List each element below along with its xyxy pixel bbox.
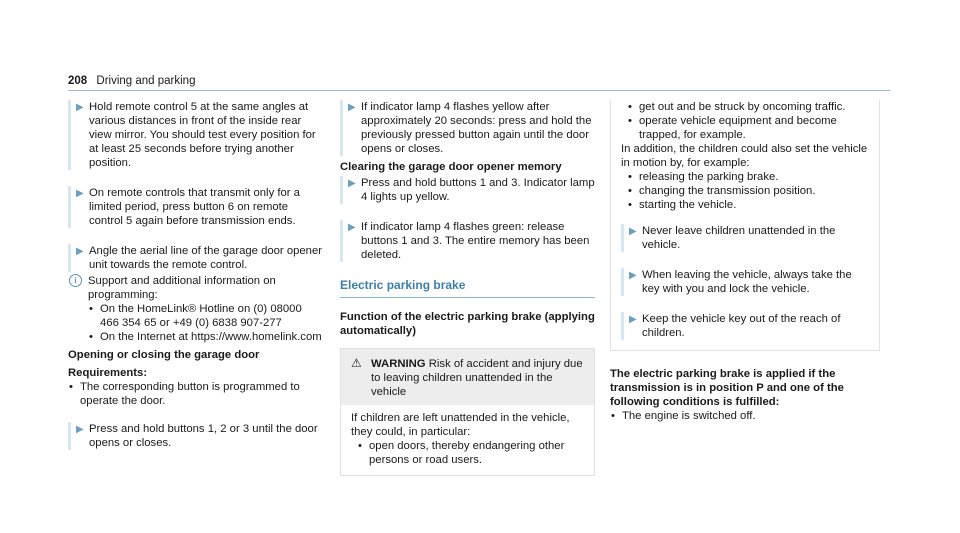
warning-box-continued bbox=[610, 100, 880, 351]
column-1 bbox=[68, 100, 323, 466]
list-item: • On the Internet at https://www.homelink.com bbox=[88, 330, 323, 344]
warning-body bbox=[341, 405, 594, 475]
subheading: Clearing the garage door opener memory bbox=[340, 161, 562, 173]
step-text: Hold remote control 5 at the same angles at various distances in front of the inside rear view mirror. You should test every position for at least 25 seconds before trying another position. bbox=[89, 101, 316, 169]
step-text: If indicator lamp 4 flashes green: release buttons 1 and 3. The entire memory has been deleted. bbox=[361, 221, 590, 261]
list-item: • On the HomeLink® Hotline on (0) 08000 466 354 65 or +49 (0) 6838 907-277 bbox=[88, 302, 323, 330]
list-item: • operate vehicle equipment and become trapped, for example. bbox=[627, 114, 869, 142]
warning-header bbox=[341, 349, 594, 405]
step-text: Keep the vehicle key out of the reach of children. bbox=[642, 313, 841, 339]
arrow-icon: ▶ bbox=[76, 424, 84, 435]
info-note bbox=[68, 274, 323, 302]
list-item: • changing the transmission position. bbox=[627, 184, 869, 198]
header-divider bbox=[68, 90, 890, 91]
instruction-step bbox=[621, 224, 869, 252]
column-3 bbox=[610, 100, 880, 423]
paragraph: In addition, the children could also set the vehicle in motion by, for example: bbox=[621, 143, 868, 169]
section-heading: Electric parking brake bbox=[340, 278, 595, 298]
list-item: • open doors, thereby endangering other persons or road users. bbox=[357, 439, 584, 467]
function-title: Function of the electric parking brake (applying automatically) bbox=[340, 311, 595, 337]
instruction-step bbox=[68, 244, 323, 272]
arrow-icon: ▶ bbox=[76, 188, 84, 199]
arrow-icon: ▶ bbox=[629, 270, 637, 281]
warning-headline: Risk of accident and injury due to leaving children unattended in the vehicle bbox=[371, 358, 583, 398]
instruction-step bbox=[68, 100, 323, 170]
arrow-icon: ▶ bbox=[629, 314, 637, 325]
warning-box bbox=[340, 348, 595, 476]
arrow-icon: ▶ bbox=[348, 178, 356, 189]
arrow-icon: ▶ bbox=[348, 222, 356, 233]
step-text: Press and hold buttons 1, 2 or 3 until the door opens or closes. bbox=[89, 423, 318, 449]
instruction-step bbox=[621, 268, 869, 296]
instruction-step bbox=[340, 220, 595, 262]
step-text: Press and hold buttons 1 and 3. Indicator lamp 4 lights up yellow. bbox=[361, 177, 595, 203]
warning-label: WARNING bbox=[371, 358, 426, 370]
list-item: • The corresponding button is programmed to operate the door. bbox=[68, 380, 323, 408]
arrow-icon: ▶ bbox=[629, 226, 637, 237]
instruction-step bbox=[340, 176, 595, 204]
warning-icon: ⚠ bbox=[351, 356, 362, 370]
warning-text: If children are left unattended in the vehicle, they could, in particular: bbox=[351, 412, 570, 438]
column-2 bbox=[340, 100, 595, 476]
page-number: 208 bbox=[68, 75, 88, 87]
info-text: Support and additional information on programming: bbox=[88, 275, 276, 301]
arrow-icon: ▶ bbox=[76, 102, 84, 113]
list-item: • releasing the parking brake. bbox=[627, 170, 869, 184]
step-text: When leaving the vehicle, always take the key with you and lock the vehicle. bbox=[642, 269, 852, 295]
instruction-step bbox=[68, 422, 323, 450]
arrow-icon: ▶ bbox=[348, 102, 356, 113]
subheading: The electric parking brake is applied if the transmission is in position P and one of the following conditions is fulfilled: bbox=[610, 368, 844, 408]
step-text: Angle the aerial line of the garage door opener unit towards the remote control. bbox=[89, 245, 323, 271]
step-text: On remote controls that transmit only for a limited period, press button 6 on remote control 5 again before transmission ends. bbox=[89, 187, 300, 227]
subheading: Opening or closing the garage door bbox=[68, 349, 260, 361]
step-text: If indicator lamp 4 flashes yellow after approximately 20 seconds: press and hold the previously pressed button again until the door opens or closes. bbox=[361, 101, 592, 155]
list-item: • The engine is switched off. bbox=[610, 409, 880, 423]
instruction-step bbox=[621, 312, 869, 340]
page-header bbox=[68, 74, 195, 88]
list-item: • starting the vehicle. bbox=[627, 198, 869, 212]
list-item: • get out and be struck by oncoming traffic. bbox=[627, 100, 869, 114]
arrow-icon: ▶ bbox=[76, 246, 84, 257]
instruction-step bbox=[68, 186, 323, 228]
info-icon: i bbox=[69, 274, 82, 287]
requirements-label: Requirements: bbox=[68, 367, 148, 379]
instruction-step bbox=[340, 100, 595, 156]
section-title: Driving and parking bbox=[96, 75, 196, 87]
step-text: Never leave children unattended in the vehicle. bbox=[642, 225, 836, 251]
